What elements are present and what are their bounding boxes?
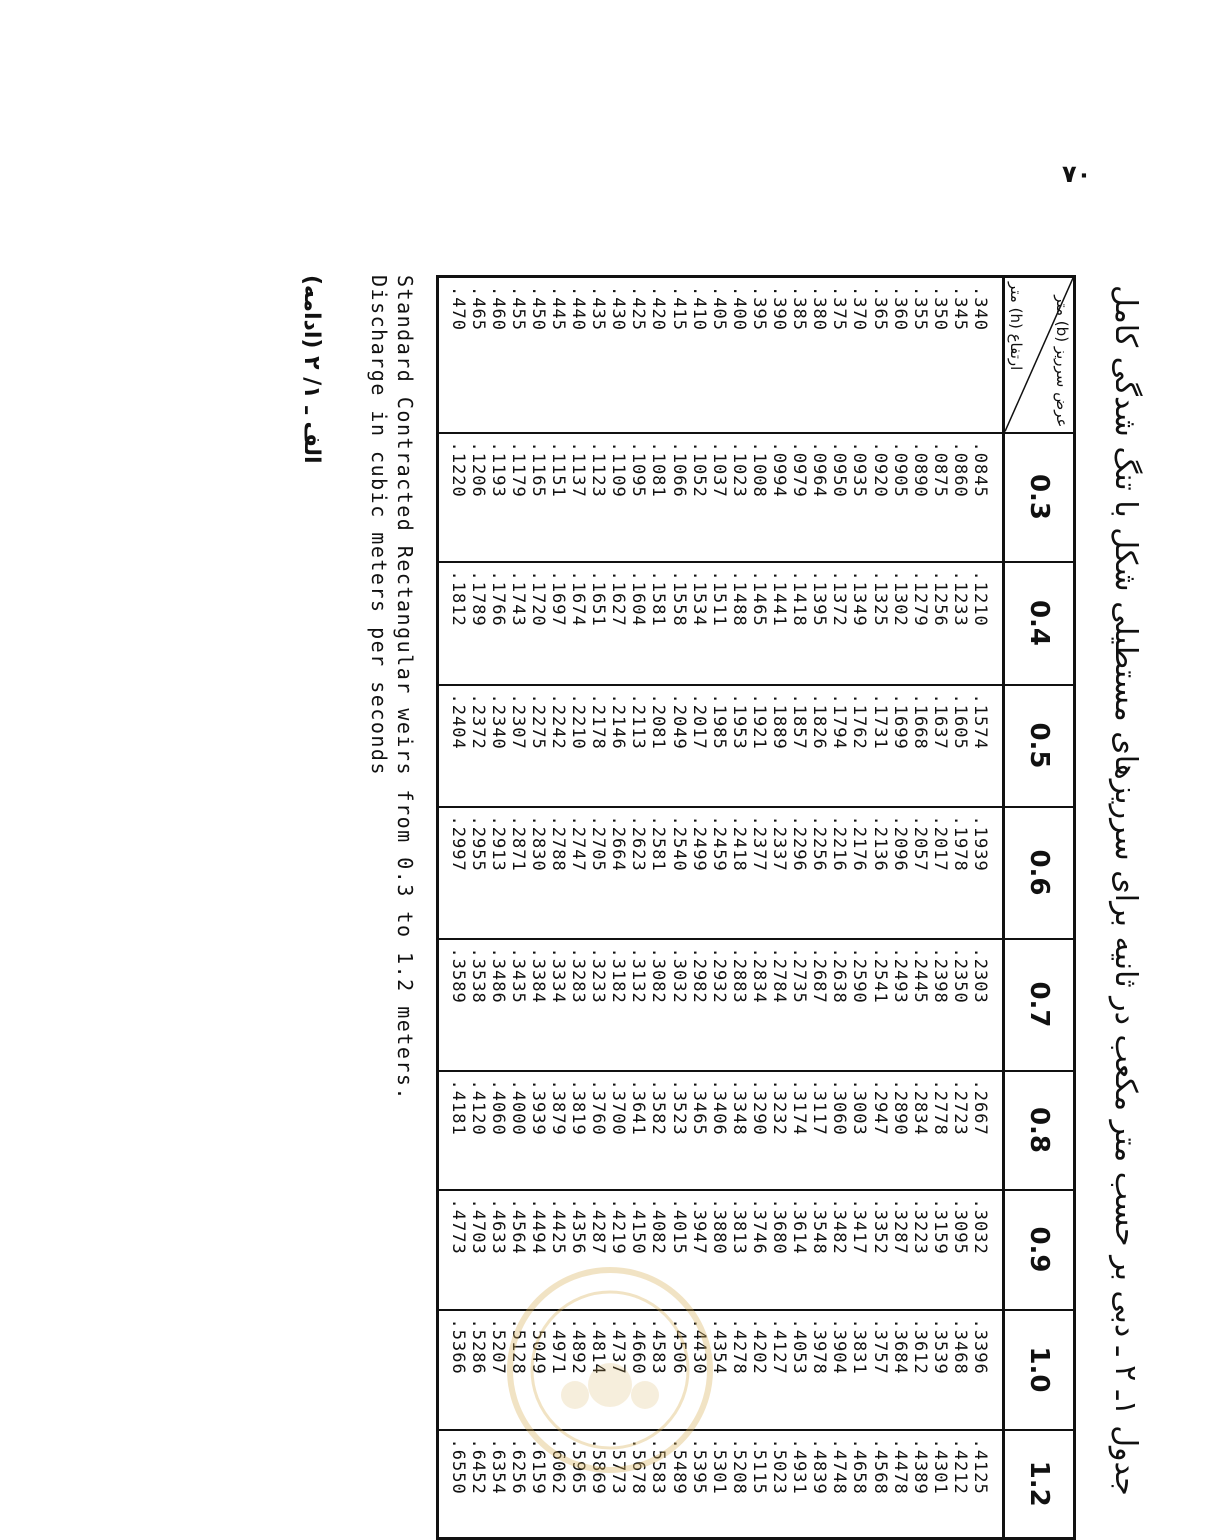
discharge-value: .1349 <box>849 570 870 627</box>
discharge-value: .4425 <box>548 1198 569 1255</box>
discharge-value: .3880 <box>708 1198 729 1255</box>
english-caption <box>366 275 418 1525</box>
discharge-value: .3117 <box>809 1079 830 1136</box>
discharge-value: .3465 <box>688 1079 709 1136</box>
discharge-column <box>438 433 1004 562</box>
head-value: .455 <box>507 286 528 331</box>
discharge-value: .2590 <box>849 947 870 1004</box>
discharge-value: .1123 <box>588 441 609 498</box>
discharge-value: .3978 <box>809 1318 830 1375</box>
discharge-value: .1651 <box>588 570 609 627</box>
discharge-value: .4564 <box>507 1198 528 1255</box>
discharge-value: .5678 <box>628 1438 649 1495</box>
discharge-value: .5301 <box>708 1438 729 1495</box>
discharge-value: .1534 <box>688 570 709 627</box>
discharge-value: .2242 <box>548 693 569 750</box>
discharge-value: .3904 <box>829 1318 850 1375</box>
discharge-value: .1743 <box>507 570 528 627</box>
discharge-value: .1008 <box>748 441 769 498</box>
discharge-value: .2210 <box>568 693 589 750</box>
discharge-value: .1066 <box>668 441 689 498</box>
discharge-value: .1325 <box>869 570 890 627</box>
discharge-value: .4150 <box>628 1198 649 1255</box>
discharge-value: .4971 <box>548 1318 569 1375</box>
head-value: .430 <box>608 286 629 331</box>
discharge-value: .1921 <box>748 693 769 750</box>
head-value: .435 <box>588 286 609 331</box>
discharge-value: .1052 <box>688 441 709 498</box>
discharge-value: .1210 <box>970 570 990 627</box>
discharge-value: .2398 <box>929 947 950 1004</box>
discharge-value: .1766 <box>487 570 508 627</box>
discharge-value: .1731 <box>869 693 890 750</box>
discharge-value: .1418 <box>789 570 810 627</box>
discharge-value: .3486 <box>487 947 508 1004</box>
caption-line: Standard Contracted Rectangular weirs from 0.3 to 1.2 meters. <box>393 275 417 1102</box>
discharge-value: .6062 <box>548 1438 569 1495</box>
discharge-value: .5489 <box>668 1438 689 1495</box>
discharge-value: .0979 <box>789 441 810 498</box>
discharge-value: .2057 <box>909 815 930 872</box>
discharge-value: .4219 <box>608 1198 629 1255</box>
discharge-value: .4015 <box>668 1198 689 1255</box>
discharge-value: .2932 <box>708 947 729 1004</box>
corner-header-cell <box>1004 277 1075 433</box>
head-value: .465 <box>467 286 488 331</box>
head-value: .390 <box>769 286 790 331</box>
discharge-value: .4633 <box>487 1198 508 1255</box>
figure-label: الف ـ ۱/ ۲ (ادامه) <box>299 275 324 464</box>
discharge-value: .2705 <box>588 815 609 872</box>
width-header: 0.6 <box>1004 807 1075 939</box>
discharge-value: .0920 <box>869 441 890 498</box>
discharge-value: .3348 <box>728 1079 749 1136</box>
discharge-value: .2337 <box>769 815 790 872</box>
discharge-value: .1720 <box>527 570 548 627</box>
discharge-value: .3680 <box>769 1198 790 1255</box>
discharge-value: .4478 <box>889 1438 910 1495</box>
discharge-value: .4814 <box>588 1318 609 1375</box>
discharge-value: .1037 <box>708 441 729 498</box>
discharge-column <box>438 1071 1004 1190</box>
head-value: .460 <box>487 286 508 331</box>
head-value: .365 <box>869 286 890 331</box>
discharge-value: .2340 <box>487 693 508 750</box>
discharge-value: .1151 <box>548 441 569 498</box>
discharge-value: .2445 <box>909 947 930 1004</box>
width-header: 0.5 <box>1004 685 1075 807</box>
discharge-value: .4389 <box>909 1438 930 1495</box>
discharge-value: .2216 <box>829 815 850 872</box>
discharge-value: .2638 <box>829 947 850 1004</box>
discharge-value: .1939 <box>970 815 990 872</box>
discharge-value: .1165 <box>527 441 548 498</box>
discharge-value: .4658 <box>849 1438 870 1495</box>
width-header: 0.9 <box>1004 1190 1075 1310</box>
width-header: 0.3 <box>1004 433 1075 562</box>
discharge-value: .2541 <box>869 947 890 1004</box>
discharge-value: .3095 <box>949 1198 970 1255</box>
discharge-value: .4287 <box>588 1198 609 1255</box>
discharge-value: .1395 <box>809 570 830 627</box>
discharge-value: .2997 <box>447 815 468 872</box>
discharge-value: .4660 <box>628 1318 649 1375</box>
discharge-value: .1081 <box>648 441 669 498</box>
discharge-value: .3589 <box>447 947 468 1004</box>
discharge-value: .0994 <box>769 441 790 498</box>
discharge-value: .2377 <box>748 815 769 872</box>
discharge-value: .5208 <box>728 1438 749 1495</box>
discharge-value: .3482 <box>829 1198 850 1255</box>
discharge-value: .2303 <box>970 947 990 1004</box>
discharge-value: .3641 <box>628 1079 649 1136</box>
discharge-value: .3947 <box>688 1198 709 1255</box>
discharge-value: .0890 <box>909 441 930 498</box>
discharge-value: .1372 <box>829 570 850 627</box>
table-title: جدول ۱ـ ۲ ـ دبی بر حسب متر مکعب در ثانیه برای سرریزهای مستطیلی شکل با تنگ شدگی کامل <box>1108 285 1143 1496</box>
discharge-value: .1558 <box>668 570 689 627</box>
discharge-value: .1441 <box>769 570 790 627</box>
watermark-seal-icon <box>505 1265 715 1475</box>
discharge-value: .1953 <box>728 693 749 750</box>
width-header: 0.8 <box>1004 1071 1075 1190</box>
discharge-value: .2667 <box>970 1079 990 1136</box>
discharge-value: .1193 <box>487 441 508 498</box>
head-value: .380 <box>809 286 830 331</box>
discharge-value: .3468 <box>949 1318 970 1375</box>
discharge-column <box>438 939 1004 1071</box>
discharge-value: .2830 <box>527 815 548 872</box>
discharge-value: .5583 <box>648 1438 669 1495</box>
discharge-value: .2913 <box>487 815 508 872</box>
discharge-value: .4568 <box>869 1438 890 1495</box>
discharge-value: .2418 <box>728 815 749 872</box>
discharge-value: .3757 <box>869 1318 890 1375</box>
discharge-value: .3831 <box>849 1318 870 1375</box>
discharge-value: .1109 <box>608 441 629 498</box>
discharge-value: .3287 <box>889 1198 910 1255</box>
discharge-value: .3283 <box>568 947 589 1004</box>
discharge-value: .4082 <box>648 1198 669 1255</box>
discharge-value: .3290 <box>748 1079 769 1136</box>
discharge-value: .2623 <box>628 815 649 872</box>
discharge-value: .4053 <box>789 1318 810 1375</box>
discharge-value: .2788 <box>548 815 569 872</box>
discharge-value: .4931 <box>789 1438 810 1495</box>
head-value: .445 <box>548 286 569 331</box>
discharge-value: .2350 <box>949 947 970 1004</box>
discharge-value: .2747 <box>568 815 589 872</box>
discharge-value: .1637 <box>929 693 950 750</box>
discharge-value: .1233 <box>949 570 970 627</box>
discharge-value: .1605 <box>949 693 970 750</box>
discharge-value: .2947 <box>869 1079 890 1136</box>
discharge-value: .4278 <box>728 1318 749 1375</box>
discharge-value: .1697 <box>548 570 569 627</box>
discharge-value: .2778 <box>929 1079 950 1136</box>
discharge-value: .1699 <box>889 693 910 750</box>
discharge-value: .4202 <box>748 1318 769 1375</box>
discharge-value: .4737 <box>608 1318 629 1375</box>
discharge-value: .2735 <box>789 947 810 1004</box>
head-value: .470 <box>447 286 468 331</box>
discharge-value: .2372 <box>467 693 488 750</box>
discharge-value: .5366 <box>447 1318 468 1375</box>
discharge-value: .3334 <box>548 947 569 1004</box>
head-value: .340 <box>970 286 990 331</box>
discharge-value: .3384 <box>527 947 548 1004</box>
discharge-value: .1978 <box>949 815 970 872</box>
discharge-value: .2784 <box>769 947 790 1004</box>
discharge-value: .0905 <box>889 441 910 498</box>
discharge-value: .3684 <box>889 1318 910 1375</box>
discharge-value: .1095 <box>628 441 649 498</box>
discharge-value: .3003 <box>849 1079 870 1136</box>
discharge-value: .0950 <box>829 441 850 498</box>
discharge-value: .1604 <box>628 570 649 627</box>
discharge-value: .0875 <box>929 441 950 498</box>
discharge-value: .2687 <box>809 947 830 1004</box>
discharge-value: .1488 <box>728 570 749 627</box>
discharge-value: .4494 <box>527 1198 548 1255</box>
head-value: .440 <box>568 286 589 331</box>
discharge-value: .4430 <box>688 1318 709 1375</box>
discharge-value: .3523 <box>668 1079 689 1136</box>
width-header: 1.0 <box>1004 1310 1075 1430</box>
discharge-value: .1812 <box>447 570 468 627</box>
discharge-value: .1256 <box>929 570 950 627</box>
width-header: 0.4 <box>1004 562 1075 685</box>
discharge-value: .2404 <box>447 693 468 750</box>
discharge-column <box>438 562 1004 685</box>
height-axis-label: ارتفاع (h) متر <box>1007 282 1025 371</box>
discharge-value: .4181 <box>447 1079 468 1136</box>
discharge-value: .0845 <box>970 441 990 498</box>
head-value: .400 <box>728 286 749 331</box>
head-value: .425 <box>628 286 649 331</box>
discharge-value: .3159 <box>929 1198 950 1255</box>
discharge-value: .5115 <box>748 1438 769 1495</box>
discharge-value: .4060 <box>487 1079 508 1136</box>
discharge-value: .2664 <box>608 815 629 872</box>
discharge-value: .1179 <box>507 441 528 498</box>
width-header: 1.2 <box>1004 1430 1075 1539</box>
discharge-value: .1511 <box>708 570 729 627</box>
head-value: .355 <box>909 286 930 331</box>
discharge-value: .6452 <box>467 1438 488 1495</box>
discharge-value: .1826 <box>809 693 830 750</box>
discharge-value: .2493 <box>889 947 910 1004</box>
discharge-value: .6550 <box>447 1438 468 1495</box>
discharge-value: .4506 <box>668 1318 689 1375</box>
discharge-value: .6159 <box>527 1438 548 1495</box>
discharge-value: .2723 <box>949 1079 970 1136</box>
discharge-value: .1674 <box>568 570 589 627</box>
discharge-value: .3819 <box>568 1079 589 1136</box>
discharge-value: .3060 <box>829 1079 850 1136</box>
head-value: .345 <box>949 286 970 331</box>
discharge-value: .1889 <box>769 693 790 750</box>
discharge-value: .4703 <box>467 1198 488 1255</box>
discharge-value: .1985 <box>708 693 729 750</box>
discharge-value: .3132 <box>628 947 649 1004</box>
discharge-value: .2581 <box>648 815 669 872</box>
discharge-value: .5128 <box>507 1318 528 1375</box>
head-value: .415 <box>668 286 689 331</box>
discharge-value: .5207 <box>487 1318 508 1375</box>
discharge-value: .2459 <box>708 815 729 872</box>
discharge-value: .1789 <box>467 570 488 627</box>
discharge-value: .1137 <box>568 441 589 498</box>
discharge-value: .3232 <box>769 1079 790 1136</box>
discharge-value: .3435 <box>507 947 528 1004</box>
discharge-value: .5023 <box>769 1438 790 1495</box>
discharge-value: .2017 <box>688 693 709 750</box>
discharge-value: .3879 <box>548 1079 569 1136</box>
discharge-value: .6354 <box>487 1438 508 1495</box>
head-value: .450 <box>527 286 548 331</box>
discharge-value: .3223 <box>909 1198 930 1255</box>
head-value: .385 <box>789 286 810 331</box>
discharge-value: .3233 <box>588 947 609 1004</box>
discharge-value: .2081 <box>648 693 669 750</box>
discharge-value: .3417 <box>849 1198 870 1255</box>
discharge-value: .1668 <box>909 693 930 750</box>
discharge-value: .3538 <box>467 947 488 1004</box>
discharge-value: .3813 <box>728 1198 749 1255</box>
caption-line: Discharge in cubic meters per seconds <box>367 275 391 777</box>
discharge-value: .4125 <box>970 1438 990 1495</box>
discharge-value: .5395 <box>688 1438 709 1495</box>
discharge-value: .2890 <box>889 1079 910 1136</box>
discharge-value: .2136 <box>869 815 890 872</box>
discharge-value: .1794 <box>829 693 850 750</box>
discharge-value: .5773 <box>608 1438 629 1495</box>
discharge-value: .4748 <box>829 1438 850 1495</box>
discharge-column <box>438 685 1004 807</box>
discharge-value: .3746 <box>748 1198 769 1255</box>
head-value: .410 <box>688 286 709 331</box>
discharge-value: .3406 <box>708 1079 729 1136</box>
discharge-value: .1220 <box>447 441 468 498</box>
discharge-value: .0964 <box>809 441 830 498</box>
discharge-column <box>438 807 1004 939</box>
discharge-value: .2307 <box>507 693 528 750</box>
discharge-value: .2871 <box>507 815 528 872</box>
discharge-value: .1581 <box>648 570 669 627</box>
width-axis-label: عرض سرریز (b) متر <box>1053 295 1071 428</box>
discharge-value: .3760 <box>588 1079 609 1136</box>
discharge-value: .3352 <box>869 1198 890 1255</box>
discharge-value: .2955 <box>467 815 488 872</box>
discharge-value: .4127 <box>769 1318 790 1375</box>
discharge-value: .4301 <box>929 1438 950 1495</box>
width-header: 0.7 <box>1004 939 1075 1071</box>
discharge-value: .2982 <box>688 947 709 1004</box>
discharge-value: .5286 <box>467 1318 488 1375</box>
discharge-value: .2178 <box>588 693 609 750</box>
discharge-value: .2146 <box>608 693 629 750</box>
discharge-value: .4839 <box>809 1438 830 1495</box>
discharge-value: .4120 <box>467 1079 488 1136</box>
head-value: .420 <box>648 286 669 331</box>
discharge-value: .3032 <box>970 1198 990 1255</box>
discharge-value: .4212 <box>949 1438 970 1495</box>
discharge-value: .4000 <box>507 1079 528 1136</box>
discharge-value: .3174 <box>789 1079 810 1136</box>
discharge-value: .3539 <box>929 1318 950 1375</box>
discharge-value: .4773 <box>447 1198 468 1255</box>
discharge-value: .6256 <box>507 1438 528 1495</box>
discharge-value: .4356 <box>568 1198 589 1255</box>
discharge-value: .0935 <box>849 441 870 498</box>
discharge-value: .1574 <box>970 693 990 750</box>
page-number: ۷۰ <box>1062 160 1092 188</box>
discharge-value: .1627 <box>608 570 629 627</box>
discharge-value: .2275 <box>527 693 548 750</box>
discharge-value: .2176 <box>849 815 870 872</box>
discharge-value: .2499 <box>688 815 709 872</box>
discharge-value: .1762 <box>849 693 870 750</box>
discharge-value: .3396 <box>970 1318 990 1375</box>
discharge-value: .2540 <box>668 815 689 872</box>
discharge-value: .4354 <box>708 1318 729 1375</box>
discharge-value: .5049 <box>527 1318 548 1375</box>
table-header-row <box>1004 277 1075 1539</box>
discharge-value: .3614 <box>789 1198 810 1255</box>
head-value: .405 <box>708 286 729 331</box>
discharge-value: .5869 <box>588 1438 609 1495</box>
discharge-value: .3082 <box>648 947 669 1004</box>
discharge-value: .2096 <box>889 815 910 872</box>
discharge-value: .3032 <box>668 947 689 1004</box>
discharge-value: .2017 <box>929 815 950 872</box>
discharge-value: .2883 <box>728 947 749 1004</box>
head-value: .395 <box>748 286 769 331</box>
head-column <box>438 277 1004 433</box>
discharge-value: .1279 <box>909 570 930 627</box>
discharge-value: .3700 <box>608 1079 629 1136</box>
discharge-value: .4583 <box>648 1318 669 1375</box>
discharge-value: .2113 <box>628 693 649 750</box>
discharge-value: .1206 <box>467 441 488 498</box>
discharge-value: .2834 <box>748 947 769 1004</box>
discharge-value: .2256 <box>809 815 830 872</box>
discharge-value: .1465 <box>748 570 769 627</box>
discharge-value: .1023 <box>728 441 749 498</box>
discharge-value: .0860 <box>949 441 970 498</box>
head-value: .360 <box>889 286 910 331</box>
head-value: .370 <box>849 286 870 331</box>
discharge-value: .2296 <box>789 815 810 872</box>
discharge-value: .2834 <box>909 1079 930 1136</box>
discharge-value: .3939 <box>527 1079 548 1136</box>
discharge-value: .2049 <box>668 693 689 750</box>
discharge-value: .1302 <box>889 570 910 627</box>
discharge-value: .5965 <box>568 1438 589 1495</box>
head-value: .350 <box>929 286 950 331</box>
discharge-value: .3582 <box>648 1079 669 1136</box>
discharge-value: .3182 <box>608 947 629 1004</box>
discharge-value: .4892 <box>568 1318 589 1375</box>
discharge-value: .3548 <box>809 1198 830 1255</box>
discharge-value: .1857 <box>789 693 810 750</box>
head-value: .375 <box>829 286 850 331</box>
discharge-value: .3612 <box>909 1318 930 1375</box>
